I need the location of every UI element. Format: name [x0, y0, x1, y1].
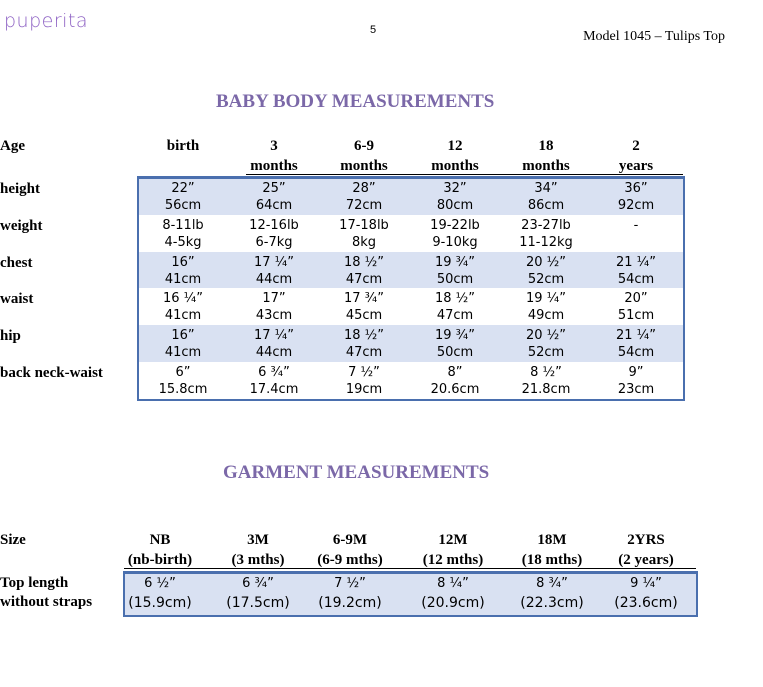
table-cell-metric: 56cm: [164, 198, 202, 213]
table-cell-value: 17 ¼”: [253, 328, 294, 344]
table-cell-metric: 4-5kg: [164, 234, 202, 250]
table-cell-value: 6 ½”: [144, 576, 176, 591]
table-cell-metric: 80cm: [436, 198, 474, 213]
row-label: hip: [0, 328, 21, 345]
column-header-sub: (18 mths): [521, 552, 583, 568]
table-cell-metric: (15.9cm): [128, 595, 192, 611]
table-cell-value: 20 ½”: [525, 254, 566, 270]
column-header: 2: [632, 138, 640, 154]
column-header: birth: [166, 138, 200, 154]
table-cell-metric: 50cm: [436, 345, 474, 361]
table-cell-value: 19-22lb: [430, 217, 480, 233]
column-header-sub: months: [522, 158, 570, 174]
column-header-sub: years: [618, 158, 654, 174]
table-cell-metric: 43cm: [255, 308, 293, 324]
table-cell-value: 16”: [171, 328, 195, 344]
column-header: 6-9: [354, 138, 374, 154]
table-top-border: [138, 176, 685, 179]
table-cell-value: 25”: [262, 181, 286, 196]
column-header: 12: [447, 138, 463, 154]
table-top-border: [124, 571, 698, 574]
table-cell-value: 19 ¾”: [434, 328, 475, 344]
header-underline: [246, 174, 683, 175]
table-cell-value: 17”: [262, 291, 286, 307]
column-header-sub: (12 mths): [422, 552, 484, 568]
row-label: back neck-waist: [0, 365, 103, 381]
table-cell-value: 6 ¾”: [258, 365, 290, 380]
column-header: 18: [538, 138, 554, 154]
table-cell-metric: 44cm: [255, 271, 293, 287]
table-cell-value: 36”: [624, 181, 648, 196]
table-cell-metric: 64cm: [255, 198, 293, 213]
table-cell-value: 17 ¼”: [253, 254, 294, 270]
table-cell-metric: (23.6cm): [614, 595, 678, 611]
header-label: Size: [0, 532, 26, 548]
row-label-sub: without straps: [0, 594, 93, 610]
table-cell-value: 18 ½”: [434, 291, 475, 307]
table-cell-value: 8 ½”: [530, 365, 562, 380]
table-cell-metric: (17.5cm): [226, 595, 290, 611]
table-cell-value: 21 ¼”: [615, 254, 656, 270]
table-cell-metric: 41cm: [164, 308, 202, 324]
column-header-sub: months: [340, 158, 388, 174]
table-right-border: [683, 176, 685, 401]
table-cell-metric: 15.8cm: [158, 382, 208, 397]
table-cell-metric: 49cm: [527, 308, 565, 324]
table-cell-value: 6”: [175, 365, 191, 380]
table-bottom-border: [138, 399, 685, 401]
column-header: 3M: [247, 532, 269, 548]
garment-table-title: GARMENT MEASUREMENTS: [223, 462, 490, 483]
table-cell-metric: 21.8cm: [521, 382, 571, 397]
row-label: height: [0, 181, 41, 197]
table-cell-value: 17-18lb: [339, 217, 389, 233]
table-cell-metric: 54cm: [617, 271, 655, 287]
table-cell-metric: 86cm: [527, 198, 565, 213]
table-cell-metric: 52cm: [527, 271, 565, 287]
logo: puperita: [4, 10, 89, 32]
table-bottom-border: [124, 615, 698, 617]
header-label: Age: [0, 138, 25, 154]
table-cell-metric: 44cm: [255, 345, 293, 361]
baby-table-title: BABY BODY MEASUREMENTS: [216, 91, 495, 112]
table-cell-metric: 47cm: [436, 308, 474, 324]
table-cell-value: 21 ¼”: [615, 328, 656, 344]
table-cell-value: 18 ½”: [343, 254, 384, 270]
row-label: Top length: [0, 575, 69, 591]
table-cell-metric: (19.2cm): [318, 595, 382, 611]
table-cell-value: -: [633, 217, 639, 233]
column-header-sub: months: [431, 158, 479, 174]
table-cell-metric: 54cm: [617, 345, 655, 361]
table-cell-value: 8 ¼”: [437, 576, 469, 591]
table-cell-value: 17 ¾”: [343, 291, 384, 307]
table-cell-value: 19 ¼”: [525, 291, 566, 307]
table-cell-metric: 92cm: [617, 198, 655, 213]
column-header-sub: months: [250, 158, 298, 174]
table-cell-metric: (22.3cm): [520, 595, 584, 611]
table-cell-value: 28”: [352, 181, 376, 196]
column-header: NB: [149, 532, 171, 548]
table-cell-value: 20 ½”: [525, 328, 566, 344]
row-label: weight: [0, 217, 43, 234]
table-cell-value: 32”: [443, 181, 467, 196]
table-cell-metric: 51cm: [617, 308, 655, 324]
table-cell-metric: 47cm: [345, 271, 383, 287]
table-cell-metric: 72cm: [345, 198, 383, 213]
table-cell-metric: 41cm: [164, 271, 202, 287]
table-cell-metric: 23cm: [617, 382, 655, 397]
table-cell-value: 16”: [171, 254, 195, 270]
column-header: 6-9M: [332, 532, 368, 548]
table-cell-value: 34”: [534, 181, 558, 196]
row-label: waist: [0, 291, 34, 308]
table-right-border: [696, 571, 698, 617]
table-cell-value: 8-11lb: [162, 217, 204, 233]
page-number: 5: [370, 24, 377, 36]
table-cell-metric: 45cm: [345, 308, 383, 324]
table-cell-metric: 11-12kg: [519, 234, 573, 250]
table-cell-metric: 9-10kg: [432, 234, 478, 250]
table-cell-value: 16 ¼”: [162, 291, 203, 307]
column-header-sub: (nb-birth): [127, 552, 193, 568]
column-header: 18M: [537, 532, 567, 548]
row-label: chest: [0, 254, 33, 271]
table-cell-metric: 50cm: [436, 271, 474, 287]
model-title: Model 1045 – Tulips Top: [583, 29, 725, 44]
table-cell-value: 19 ¾”: [434, 254, 475, 270]
table-cell-value: 23-27lb: [521, 217, 571, 233]
table-cell-value: 12-16lb: [249, 217, 299, 233]
table-cell-value: 9”: [628, 365, 644, 380]
column-header: 12M: [438, 532, 468, 548]
table-cell-metric: 47cm: [345, 345, 383, 361]
table-cell-value: 8”: [447, 365, 463, 380]
table-cell-metric: 41cm: [164, 345, 202, 361]
table-left-border: [123, 571, 125, 617]
table-cell-value: 18 ½”: [343, 328, 384, 344]
table-cell-value: 7 ½”: [334, 576, 366, 591]
column-header-sub: (2 years): [618, 552, 674, 568]
table-cell-value: 6 ¾”: [242, 576, 274, 591]
column-header: 2YRS: [627, 532, 665, 548]
header-underline: [124, 568, 696, 569]
table-cell-value: 20”: [624, 291, 648, 307]
table-cell-metric: 17.4cm: [249, 382, 299, 397]
column-header-sub: (6-9 mths): [317, 552, 383, 568]
column-header: 3: [270, 138, 278, 154]
table-cell-value: 9 ¼”: [630, 576, 662, 591]
table-cell-value: 8 ¾”: [536, 576, 568, 591]
column-header-sub: (3 mths): [231, 552, 285, 568]
table-cell-metric: 8kg: [351, 234, 377, 250]
table-cell-value: 7 ½”: [348, 365, 380, 380]
table-cell-metric: 20.6cm: [430, 382, 480, 397]
table-cell-metric: (20.9cm): [421, 595, 485, 611]
table-cell-value: 22”: [171, 181, 195, 196]
table-left-border: [137, 176, 139, 401]
table-cell-metric: 52cm: [527, 345, 565, 361]
table-cell-metric: 19cm: [345, 382, 383, 397]
table-cell-metric: 6-7kg: [255, 234, 293, 250]
